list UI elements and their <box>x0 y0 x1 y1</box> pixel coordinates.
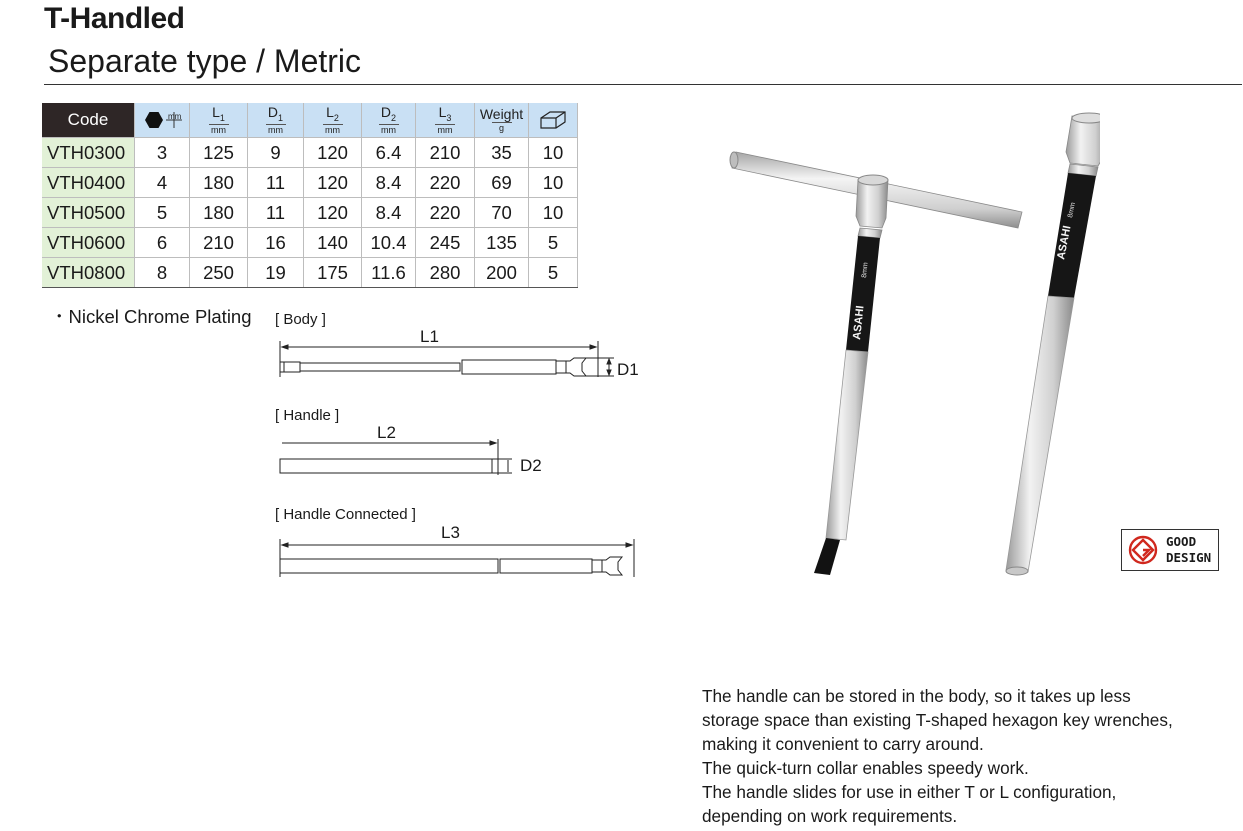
weight-cell: 70 <box>475 198 529 228</box>
l2-column-header: $L_2$ mm <box>304 103 362 138</box>
d1-dimension-label: D1 <box>617 360 639 379</box>
stored-tool-brand: ASAHI <box>1055 224 1074 261</box>
d2-cell: 8.4 <box>362 168 416 198</box>
qty-cell: 5 <box>529 258 578 288</box>
product-description <box>702 684 1237 828</box>
d1-cell: 9 <box>248 138 304 168</box>
hex-size-icon <box>140 109 184 131</box>
box-quantity-icon <box>538 109 568 131</box>
l1-cell: 125 <box>190 138 248 168</box>
badge-line-1: GOOD <box>1166 534 1197 549</box>
l3-cell: 210 <box>416 138 475 168</box>
d1-cell: 16 <box>248 228 304 258</box>
l2-cell: 120 <box>304 198 362 228</box>
page-subtitle: Separate type / Metric <box>48 43 362 79</box>
l3-cell: 220 <box>416 168 475 198</box>
d1-cell: 19 <box>248 258 304 288</box>
weight-column-header: Weight g <box>475 103 529 138</box>
d2-column-header: $D_2$ mm <box>362 103 416 138</box>
d2-cell: 11.6 <box>362 258 416 288</box>
product-code-cell: VTH0300 <box>42 138 135 168</box>
good-design-logo-icon <box>1128 535 1158 565</box>
description-line: depending on work requirements. <box>702 806 958 826</box>
weight-cell: 69 <box>475 168 529 198</box>
hex-cell: 6 <box>135 228 190 258</box>
table-header-row <box>42 103 578 138</box>
t-tool-size: 8mm <box>861 262 870 279</box>
l1-cell: 250 <box>190 258 248 288</box>
quantity-column-header <box>529 103 578 138</box>
d1-cell: 11 <box>248 168 304 198</box>
description-line: The quick-turn collar enables speedy work. <box>702 758 1029 778</box>
badge-line-2: DESIGN <box>1166 550 1212 565</box>
l2-cell: 120 <box>304 168 362 198</box>
title-divider <box>44 84 1242 85</box>
l3-cell: 220 <box>416 198 475 228</box>
product-code-cell: VTH0800 <box>42 258 135 288</box>
l3-dimension-label: L3 <box>441 523 460 542</box>
stored-tool <box>1006 113 1100 575</box>
table-row <box>42 258 578 288</box>
l1-column-header: $L_1$ mm <box>190 103 248 138</box>
good-design-badge <box>1121 529 1219 571</box>
l3-cell: 280 <box>416 258 475 288</box>
weight-cell: 135 <box>475 228 529 258</box>
description-line: The handle slides for use in either T or L configuration, <box>702 782 1117 802</box>
description-line: making it convenient to carry around. <box>702 734 984 754</box>
t-tool-brand: ASAHI <box>851 305 867 341</box>
l1-cell: 210 <box>190 228 248 258</box>
hex-cell: 3 <box>135 138 190 168</box>
body-label: [ Body ] <box>275 311 326 328</box>
d1-cell: 11 <box>248 198 304 228</box>
product-code-cell: VTH0400 <box>42 168 135 198</box>
description-line: The handle can be stored in the body, so it takes up less <box>702 686 1131 706</box>
l3-cell: 245 <box>416 228 475 258</box>
hex-unit-label: mm <box>168 112 182 121</box>
weight-cell: 200 <box>475 258 529 288</box>
page-title: T-Handled <box>44 2 185 35</box>
table-row <box>42 228 578 258</box>
stored-tool-size: 8mm <box>1067 201 1077 219</box>
l2-cell: 120 <box>304 138 362 168</box>
l2-cell: 140 <box>304 228 362 258</box>
hex-size-column-header <box>135 103 190 138</box>
qty-cell: 10 <box>529 198 578 228</box>
product-photo <box>700 100 1100 585</box>
l2-cell: 175 <box>304 258 362 288</box>
connected-label: [ Handle Connected ] <box>275 506 416 523</box>
qty-cell: 5 <box>529 228 578 258</box>
l1-dimension-label: L1 <box>420 327 439 346</box>
d2-dimension-label: D2 <box>520 456 542 475</box>
hex-cell: 5 <box>135 198 190 228</box>
qty-cell: 10 <box>529 168 578 198</box>
d1-column-header: $D_1$ mm <box>248 103 304 138</box>
plating-note: ・Nickel Chrome Plating <box>50 306 252 327</box>
hex-cell: 4 <box>135 168 190 198</box>
d2-cell: 6.4 <box>362 138 416 168</box>
t-handle-tool <box>730 152 1022 575</box>
qty-cell: 10 <box>529 138 578 168</box>
l3-column-header: $L_3$ mm <box>416 103 475 138</box>
table-row <box>42 138 578 168</box>
hex-cell: 8 <box>135 258 190 288</box>
weight-cell: 35 <box>475 138 529 168</box>
l1-cell: 180 <box>190 168 248 198</box>
table-row <box>42 168 578 198</box>
l1-cell: 180 <box>190 198 248 228</box>
spec-table <box>42 103 578 288</box>
product-code-cell: VTH0600 <box>42 228 135 258</box>
dimension-drawing <box>270 305 650 595</box>
description-line: storage space than existing T-shaped hexagon key wrenches, <box>702 710 1173 730</box>
d2-cell: 10.4 <box>362 228 416 258</box>
table-row <box>42 198 578 228</box>
d2-cell: 8.4 <box>362 198 416 228</box>
l2-dimension-label: L2 <box>377 423 396 442</box>
code-column-header: Code <box>42 103 135 138</box>
handle-label: [ Handle ] <box>275 407 340 424</box>
product-code-cell: VTH0500 <box>42 198 135 228</box>
